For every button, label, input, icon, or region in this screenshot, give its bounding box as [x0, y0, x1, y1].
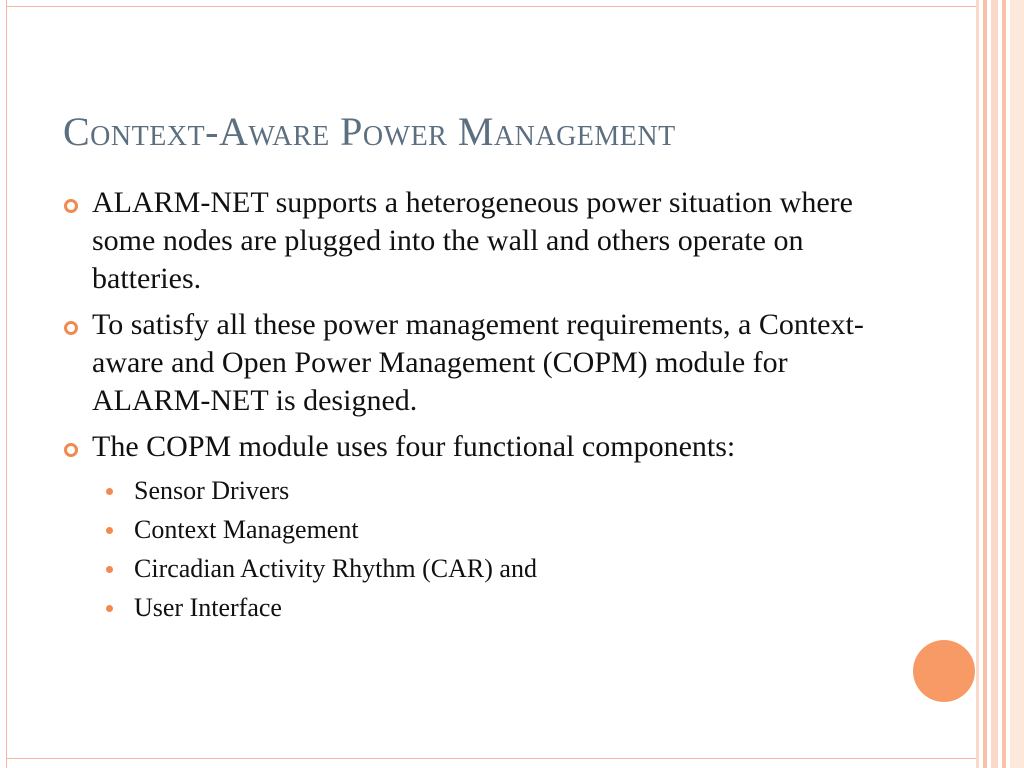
frame-border-left: [6, 0, 7, 768]
bullet-text: To satisfy all these power management requirements, a Context-aware and Open Power Management (COPM) module for ALARM-NET is designed.: [92, 308, 864, 417]
dot-bullet-icon: [106, 566, 113, 573]
dot-bullet-icon: [106, 488, 113, 495]
sub-bullet-item: [62, 513, 872, 547]
bullet-item: [62, 306, 872, 420]
ring-bullet-icon: [64, 199, 78, 213]
decorative-stripe: [983, 0, 987, 768]
bullet-item: [62, 184, 872, 298]
decorative-stripe: [1010, 0, 1024, 768]
decorative-circle: [913, 640, 975, 702]
sub-bullet-item: [62, 591, 872, 625]
slide-title: Context-Aware Power Management: [63, 109, 676, 154]
dot-bullet-icon: [106, 527, 113, 534]
frame-border-top: [6, 6, 976, 7]
ring-bullet-icon: [64, 321, 78, 335]
frame-border-bottom: [6, 758, 976, 759]
sub-bullet-item: [62, 474, 872, 508]
bullet-item: [62, 428, 872, 466]
ring-bullet-icon: [64, 443, 78, 457]
sub-bullet-text: User Interface: [134, 593, 282, 622]
decorative-stripe: [991, 0, 998, 768]
sub-bullet-item: [62, 552, 872, 586]
sub-bullet-text: Circadian Activity Rhythm (CAR) and: [134, 554, 537, 583]
slide-body: [62, 184, 872, 630]
sub-bullet-text: Context Management: [134, 515, 359, 544]
sub-bullet-list: [62, 474, 872, 625]
decorative-stripe: [976, 0, 979, 768]
dot-bullet-icon: [106, 605, 113, 612]
decorative-stripe: [1002, 0, 1006, 768]
bullet-text: ALARM-NET supports a heterogeneous power situation where some nodes are plugged into the wall and others operate on batteries.: [92, 186, 853, 295]
sub-bullet-text: Sensor Drivers: [134, 476, 290, 505]
bullet-text: The COPM module uses four functional components:: [92, 430, 736, 463]
